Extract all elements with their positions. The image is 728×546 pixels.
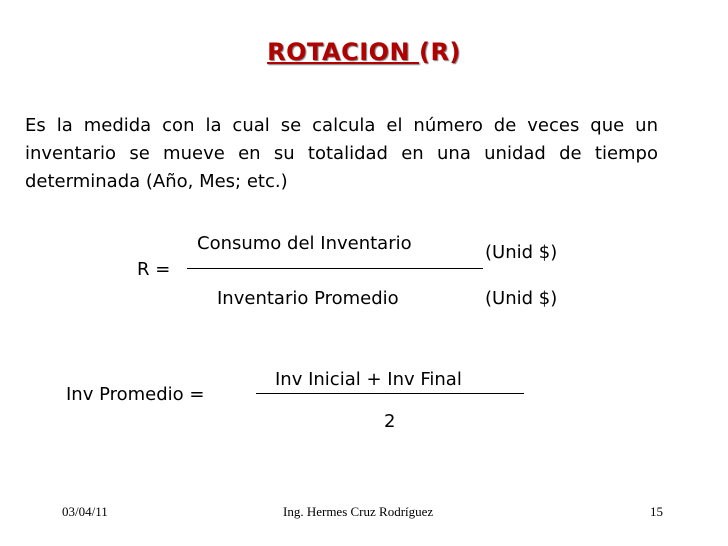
- footer-page-number: 15: [650, 504, 663, 519]
- inv-fraction-bar: [256, 393, 524, 394]
- r-numerator-unit: (Unid $): [485, 242, 558, 263]
- title-main: ROTACION: [267, 38, 419, 66]
- r-formula-numerator: Consumo del Inventario: [197, 233, 412, 254]
- slide-title: [0, 38, 728, 66]
- footer-date: 03/04/11: [62, 504, 108, 519]
- title-suffix: (R): [418, 38, 461, 66]
- description-text: Es la medida con la cual se calcula el número de veces que un inventario se mueve en su totalidad en una unidad de tiempo determinada (Año, Mes; etc.): [25, 115, 658, 192]
- r-denominator-unit: (Unid $): [485, 288, 558, 309]
- inv-formula-denominator: 2: [384, 411, 396, 432]
- inv-formula-numerator: Inv Inicial + Inv Final: [275, 369, 462, 390]
- r-formula-lhs: R =: [137, 259, 171, 280]
- r-formula-denominator: Inventario Promedio: [217, 288, 399, 309]
- inv-formula-lhs: Inv Promedio =: [66, 384, 205, 405]
- footer-author: Ing. Hermes Cruz Rodríguez: [283, 504, 434, 519]
- r-fraction-bar: [187, 268, 483, 269]
